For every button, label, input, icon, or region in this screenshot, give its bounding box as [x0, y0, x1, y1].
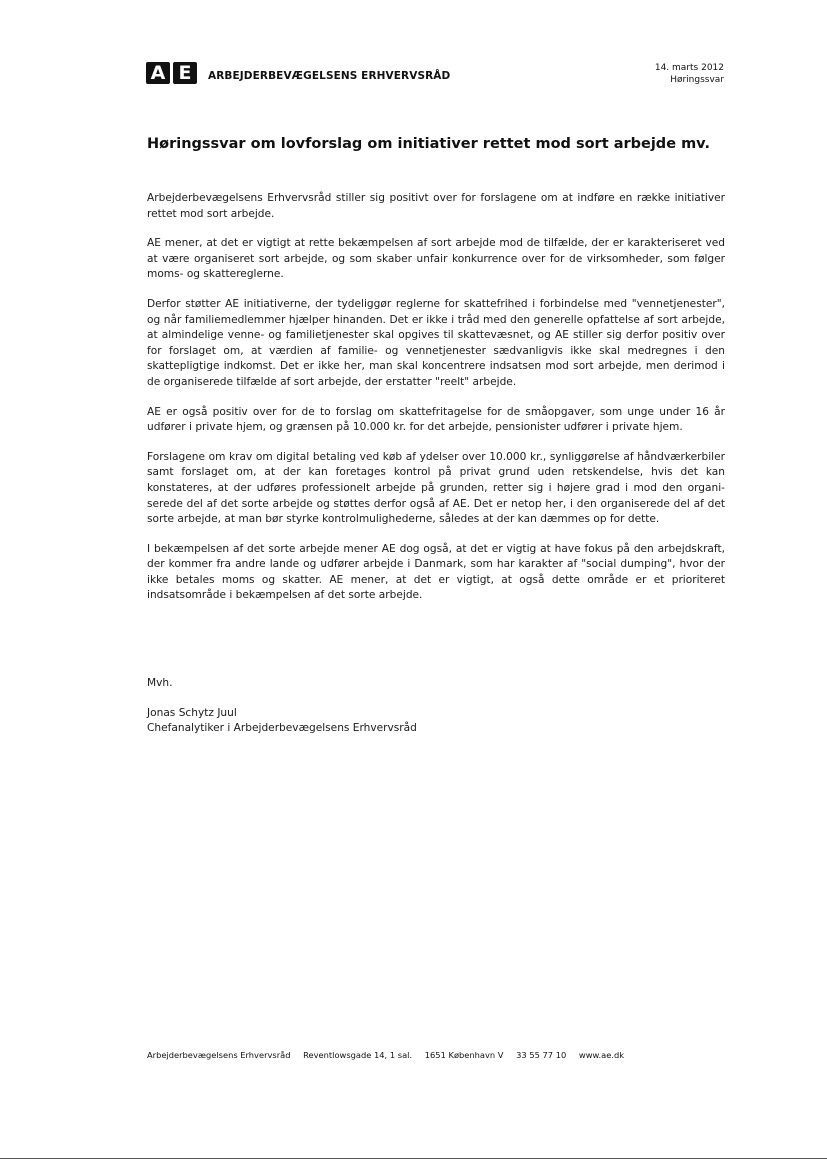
paragraph: Forslagene om krav om digital betaling ved køb af ydelser over 10.000 kr., synliggørelse af håndværkerbiler samt forslaget om, at der kan foretages kontrol på privat grund uden retskendelse, hvis det kan konstateres, at der udføres professionelt arbejde på grunden, retter sig i højere grad i mod den organiserede del af det sorte arbejde og støttes derfor også af AE. Det er netop her, i den organiserede del af det sorte arbejde, at man bør styrke kontrolmulighederne, således at der kan dæmmes op for dette. [147, 450, 725, 526]
footer-web[interactable]: www.ae.dk [578, 1050, 625, 1060]
paragraph: AE mener, at det er vigtigt at rette bekæmpelsen af sort arbejde mod de tilfælde, der er karakteriseret ved at være organiseret sort arbejde, og som skaber unfair konkurrence over for de virksomheder, som følger moms- og skattereglerne. [147, 237, 725, 281]
closing-greeting: Mvh. [147, 677, 173, 689]
scan-edge-line [0, 1158, 827, 1159]
org-name: ARBEJDERBEVÆGELSENS ERHVERVSRÅD [208, 70, 451, 82]
logo-letter-a: A [146, 62, 170, 84]
footer-address: Reventlowsgade 14, 1 sal. [303, 1050, 413, 1060]
ae-logo [146, 62, 450, 84]
document-title: Høringssvar om lovforslag om initiativer rettet mod sort arbejde mv. [147, 136, 710, 152]
paragraph: Derfor støtter AE initiativerne, der tydeliggør reglerne for skattefrihed i forbindelse med "vennetjenester", og når familiemedlemmer hjælper hinanden. Det er ikke i tråd med den generelle opfattelse af sort arbejde, at almindelige venne- og familietjenester skal opgives til skattevæsnet, og AE stiller sig derfor positiv over for forslaget om, at værdien af familie- og vennetjenester sædvanligvis ikke skal medregnes i den skattepligtige indkomst. Det er ikke her, man skal koncentrere indsatsen mod sort arbejde, men derimod i de organiserede tilfælde af sort arbejde, der erstatter "reelt" arbejde. [147, 297, 725, 388]
logo-letter-e: E [173, 62, 197, 84]
header-meta [655, 62, 724, 86]
document-date: 14. marts 2012 [654, 63, 724, 73]
paragraph: Arbejderbevægelsens Erhvervsråd stiller sig positivt over for forslagene om at indføre en række initiativer rettet mod sort arbejde. [147, 192, 725, 220]
document-type: Høringssvar [670, 75, 724, 85]
footer-phone: 33 55 77 10 [516, 1050, 567, 1060]
footer-org: Arbejderbevægelsens Erhvervsråd [147, 1050, 291, 1060]
paragraph: I bekæmpelsen af det sorte arbejde mener AE dog også, at det er vigtig at have fokus på den arbejdskraft, der kommer fra andre lande og udfører arbejde i Danmark, som har karakter af "social dumping", hvor der ikke betales moms og skatter. AE mener, at det er vigtigt, at også dette område er et prioriteret indsatsområde i bekæmpelsen af det sorte arbejde. [147, 542, 725, 602]
document-body [147, 191, 725, 618]
footer-city: 1651 København V [424, 1050, 504, 1060]
signatory-name: Jonas Schytz Juul [147, 706, 237, 719]
signatory-position: Chefanalytiker i Arbejderbevægelsens Erhvervsråd [147, 722, 417, 735]
closing-block [147, 676, 417, 737]
paragraph: AE er også positiv over for de to forslag om skattefritagelse for de småopgaver, som unge under 16 år udfører i private hjem, og grænsen på 10.000 kr. for det arbejde, pensionister udfører i private hjem. [147, 405, 725, 434]
page-footer [147, 1050, 634, 1060]
